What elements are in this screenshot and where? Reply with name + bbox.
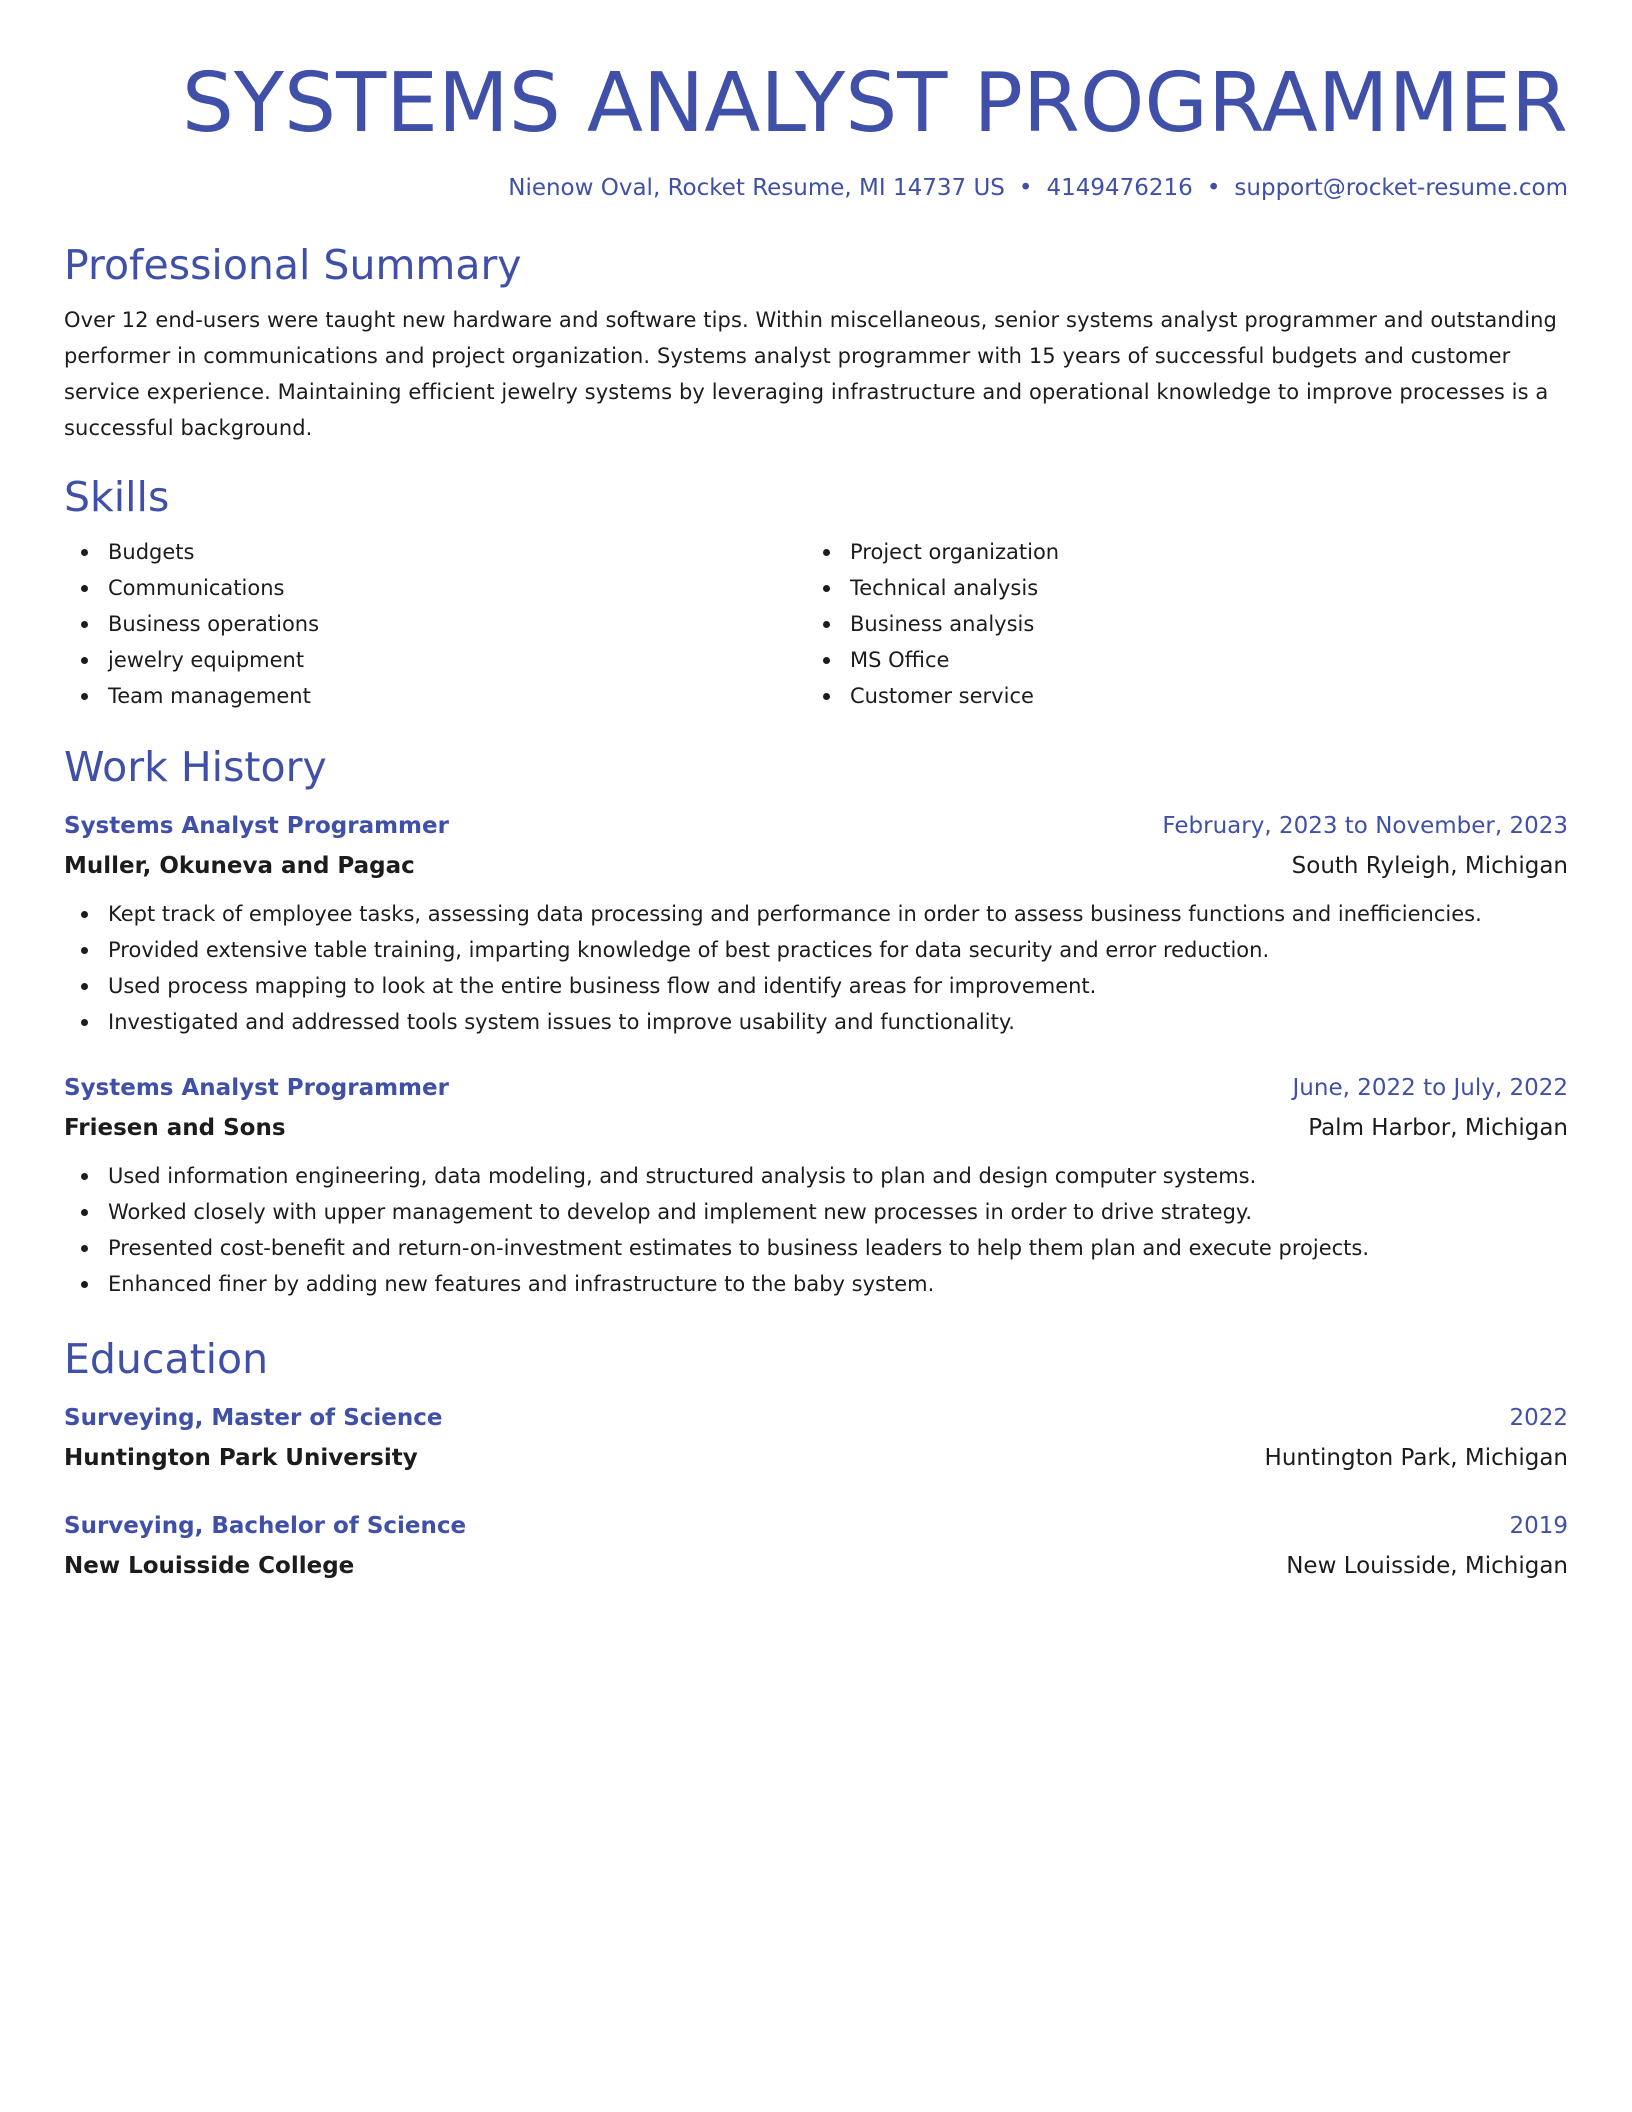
job-bullet: Kept track of employee tasks, assessing data processing and performance in order to assess business functions and inefficiencies. [64, 896, 1568, 932]
work-entry-subheader [64, 1108, 1568, 1148]
summary-text: Over 12 end-users were taught new hardware and software tips. Within miscellaneous, senior systems analyst programmer and outstanding performer in communications and project organization. Systems analyst programmer with 15 years of successful budgets and customer service experience. Maintaining efficient jewelry systems by leveraging infrastructure and operational knowledge to improve processes is a successful background. [64, 308, 1557, 440]
education-entry-header [64, 1398, 1568, 1438]
education-location: New Louisside, Michigan [1286, 1553, 1568, 1579]
job-bullet: Investigated and addressed tools system issues to improve usability and functionality. [64, 1004, 1568, 1040]
resume-page [64, 0, 1568, 1586]
section-title-work-history: Work History [64, 743, 327, 791]
education-degree: Surveying, Bachelor of Science [64, 1513, 467, 1539]
work-entry [64, 1068, 1568, 1302]
candidate-name: SYSTEMS ANALYST PROGRAMMER [181, 56, 1568, 151]
education-school: New Louisside College [64, 1553, 355, 1579]
job-dates: February, 2023 to November, 2023 [1162, 813, 1568, 839]
contact-phone: 4149476216 [1046, 175, 1193, 201]
education-entry-subheader [64, 1546, 1568, 1586]
education-degree: Surveying, Master of Science [64, 1405, 443, 1431]
job-dates: June, 2022 to July, 2022 [1292, 1075, 1568, 1101]
job-bullet: Used process mapping to look at the entire business flow and identify areas for improvement. [64, 968, 1568, 1004]
skill-item: Business operations [64, 606, 806, 642]
skill-item: Project organization [806, 534, 1548, 570]
education-location: Huntington Park, Michigan [1264, 1445, 1568, 1471]
skills-list [64, 534, 1568, 714]
education-school: Huntington Park University [64, 1445, 418, 1471]
education-year: 2022 [1509, 1405, 1568, 1431]
section-title-education: Education [64, 1335, 269, 1383]
job-location: Palm Harbor, Michigan [1308, 1115, 1568, 1141]
job-bullet: Presented cost-benefit and return-on-investment estimates to business leaders to help them plan and execute projects. [64, 1230, 1568, 1266]
skills-column-right [806, 534, 1548, 714]
skill-item: jewelry equipment [64, 642, 806, 678]
job-location: South Ryleigh, Michigan [1291, 853, 1568, 879]
job-bullets [64, 896, 1568, 1040]
job-bullet: Provided extensive table training, imparting knowledge of best practices for data security and error reduction. [64, 932, 1568, 968]
job-role: Systems Analyst Programmer [64, 813, 449, 839]
skill-item: Business analysis [806, 606, 1548, 642]
job-bullet: Enhanced finer by adding new features and infrastructure to the baby system. [64, 1266, 1568, 1302]
work-entry-subheader [64, 846, 1568, 886]
section-title-skills: Skills [64, 473, 170, 521]
skills-column-left [64, 534, 806, 714]
job-company: Muller, Okuneva and Pagac [64, 853, 415, 879]
work-entry-header [64, 806, 1568, 846]
work-entry-header [64, 1068, 1568, 1108]
contact-separator: • [1206, 175, 1221, 201]
education-entry [64, 1506, 1568, 1586]
education-year: 2019 [1509, 1513, 1568, 1539]
job-bullets [64, 1158, 1568, 1302]
section-title-summary: Professional Summary [64, 241, 522, 289]
work-entry [64, 806, 1568, 1040]
job-role: Systems Analyst Programmer [64, 1075, 449, 1101]
skill-item: Budgets [64, 534, 806, 570]
skill-item: Communications [64, 570, 806, 606]
job-bullet: Worked closely with upper management to develop and implement new processes in order to drive strategy. [64, 1194, 1568, 1230]
skill-item: Customer service [806, 678, 1548, 714]
contact-address: Nienow Oval, Rocket Resume, MI 14737 US [508, 175, 1005, 201]
job-company: Friesen and Sons [64, 1115, 286, 1141]
education-entry-header [64, 1506, 1568, 1546]
skill-item: Team management [64, 678, 806, 714]
education-entry-subheader [64, 1438, 1568, 1478]
skill-item: MS Office [806, 642, 1548, 678]
education-entry [64, 1398, 1568, 1478]
skill-item: Technical analysis [806, 570, 1548, 606]
job-bullet: Used information engineering, data modeling, and structured analysis to plan and design computer systems. [64, 1158, 1568, 1194]
contact-email: support@rocket-resume.com [1234, 175, 1568, 201]
contact-line [64, 172, 1568, 204]
contact-separator: • [1018, 175, 1033, 201]
